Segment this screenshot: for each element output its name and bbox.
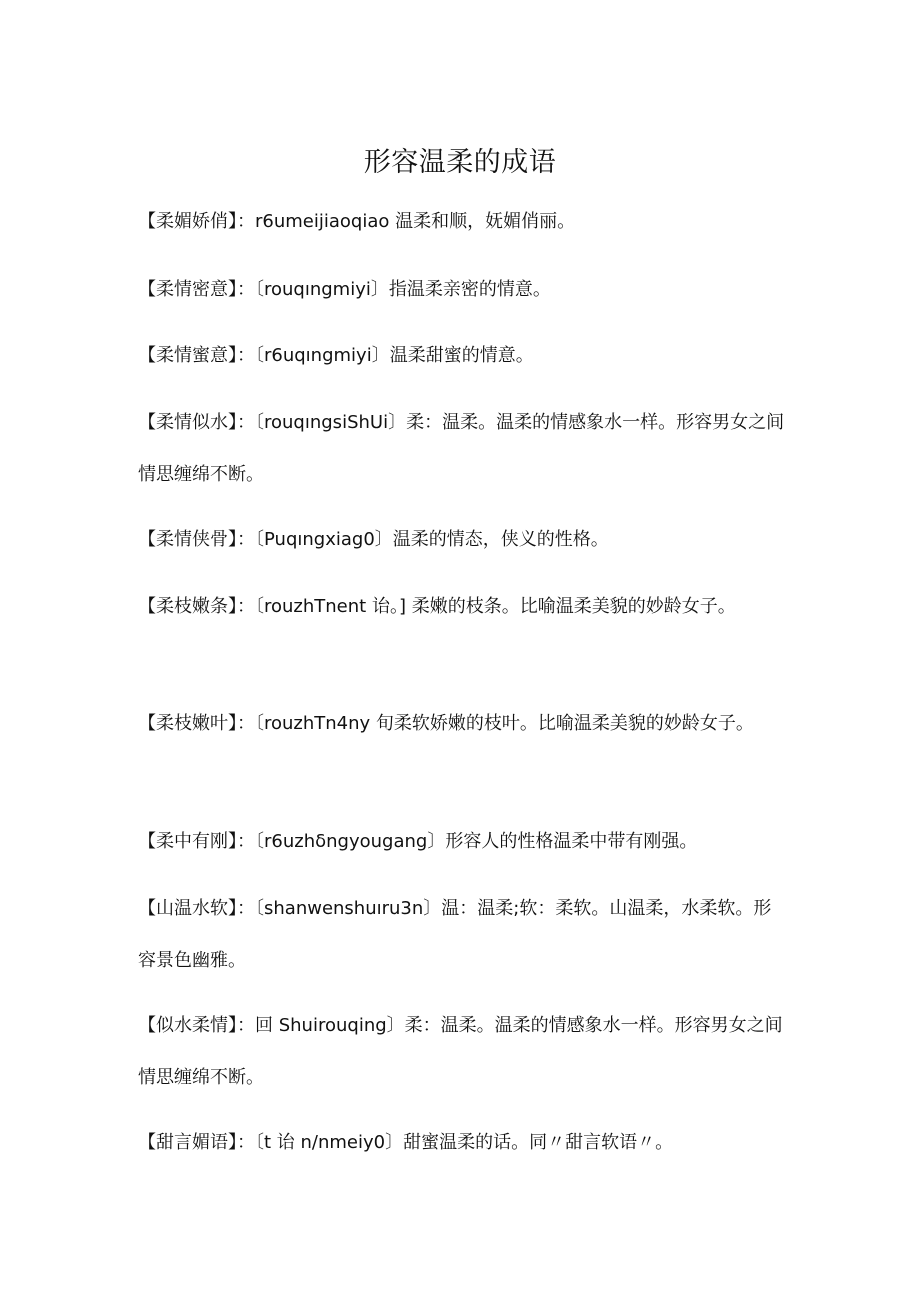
idiom-entry: 【柔情似水】：〔rouqıngsiShUi〕柔：温柔。温柔的情感象水一样。形容男女之间情思缠绵不断。 — [138, 412, 785, 485]
page-title: 形容温柔的成语 — [363, 147, 557, 178]
idiom-entry: 【山温水软】：〔shanwenshuıru3n〕温：温柔;软：柔软。山温柔，水柔软。形容景色幽雅。 — [138, 898, 772, 971]
idiom-entry: 【似水柔情】：回 Shuirouqing〕柔：温柔。温柔的情感象水一样。形容男女之间情思缠绵不断。 — [138, 1015, 783, 1088]
idiom-entry: 【甜言媚语】：〔t 诒 n/nmeiy0〕甜蜜温柔的话。同〃甜言软语〃。 — [138, 1132, 674, 1153]
idiom-entry: 【柔情侠骨】：〔Puqıngxiag0〕温柔的情态，侠义的性格。 — [138, 529, 609, 550]
idiom-entry: 【柔中有刚】：〔r6uzhδngyougang〕形容人的性格温柔中带有刚强。 — [138, 831, 698, 852]
idiom-entry: 【柔情蜜意】：〔r6uqıngmiyi〕温柔甜蜜的情意。 — [138, 345, 534, 366]
idiom-entry: 【柔枝嫩叶】：〔rouzhTn4ny 旬柔软娇嫩的枝叶。比喻温柔美貌的妙龄女子。 — [138, 713, 754, 734]
idiom-entry: 【柔枝嫩条】：〔rouzhTnent 诒。] 柔嫩的枝条。比喻温柔美貌的妙龄女子。 — [138, 596, 736, 617]
idiom-entry: 【柔媚娇俏】：r6umeijiaoqiao 温柔和顺，妩媚俏丽。 — [138, 211, 576, 232]
idiom-entry: 【柔情密意】：〔rouqıngmiyi〕指温柔亲密的情意。 — [138, 279, 551, 300]
